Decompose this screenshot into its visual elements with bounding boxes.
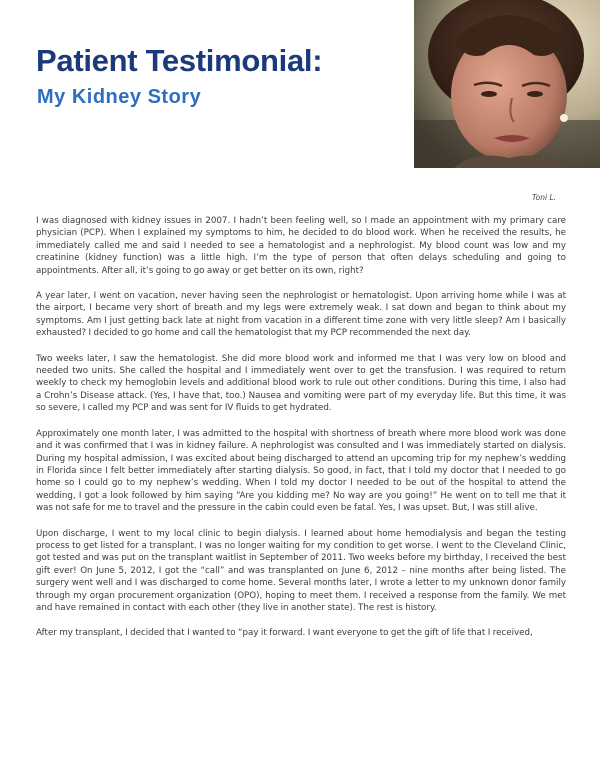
photo-caption: Toni L. [532, 193, 557, 202]
paragraph: Two weeks later, I saw the hematologist. She did more blood work and informed me that I was very low on blood and needed two units. She called the hospital and I immediately went over to get the transfusion. I was required to return weekly to check my hemoglobin levels and additional blood work to rule out other conditions. During this time, I also had a Crohn’s Disease attack. (Yes, I have that, too.) Nausea and vomiting were part of my everyday life. But this time, it was so severe, I called my PCP and was sent for IV fluids to get hydrated. [36, 353, 566, 414]
paragraph: Upon discharge, I went to my local clinic to begin dialysis. I learned about home hemodialysis and began the testing process to get listed for a transplant. I was no longer waiting for my condition to get worse. I went to the Cleveland Clinic, got tested and was put on the transplant waitlist in September of 2011. Two weeks before my birthday, I received the best gift ever! On June 5, 2012, I got the “call” and was transplanted on June 6, 2012 – nine months after being listed. The surgery went well and I was discharged to come home. Several months later, I wrote a letter to my unknown donor family through my organ procurement organization (OPO), hoping to meet them. I received a response from the family. We met and have remained in contact with each other (they live in another state). The rest is history. [36, 528, 566, 613]
page-subtitle: My Kidney Story [37, 86, 202, 108]
testimonial-body [36, 215, 566, 653]
page-title: Patient Testimonial: [36, 43, 323, 78]
paragraph: A year later, I went on vacation, never having seen the nephrologist or hematologist. Upon arriving home while I was at the airport, I became very short of breath and my legs were extremely weak. I sat down and began to think about my symptoms. Am I just getting back late at night from vacation in a different time zone with very little sleep? Am I basically exhausted? I decided to go home and call the hematologist that my PCP recommended the next day. [36, 291, 566, 339]
paragraph: After my transplant, I decided that I wanted to “pay it forward. I want everyone to get the gift of life that I received, [36, 628, 533, 639]
paragraph: I was diagnosed with kidney issues in 2007. I hadn’t been feeling well, so I made an appointment with my primary care physician (PCP). When I explained my symptoms to him, he decided to do blood work. When he received the results, he immediately called me and said I needed to see a hematologist and a nephrologist. My blood count was low and my creatinine (kidney function) was a little high. I’m the type of person that often delays scheduling and going to appointments. After all, it’s going to go away or get better on its own, right? [36, 216, 566, 276]
paragraph: Approximately one month later, I was admitted to the hospital with shortness of breath where more blood work was done and it was confirmed that I was in kidney failure. A nephrologist was consulted and I was immediately started on dialysis. During my hospital admission, I was excited about being discharged to attend an upcoming trip for my nephew’s wedding in Florida since I felt better immediately after starting dialysis. So good, in fact, that I told my doctor that I needed to go home so I could go to my nephew’s wedding. When I told my doctor I needed to be out of the hospital to attend the wedding, I got a look followed by him saying “Are you kidding me? No way are you going!” He went on to tell me that it was not safe for me to travel and the pressure in the cabin could even be fatal. Yes, I was upset. But, I was still alive. [36, 428, 566, 514]
patient-portrait-photo [414, 0, 600, 168]
